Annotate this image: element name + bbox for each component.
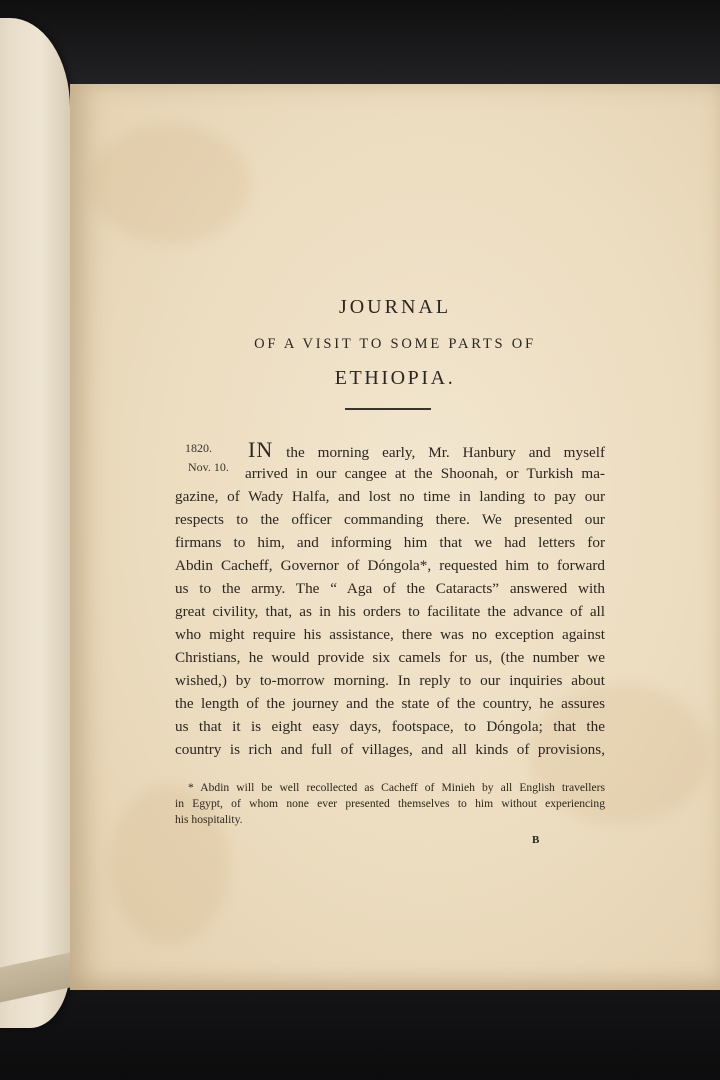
body-line: country is rich and full of villages, and all kinds of provisions, <box>175 741 605 758</box>
body-line: who might require his assistance, there was no exception against <box>175 626 605 643</box>
signature-mark: B <box>532 834 540 846</box>
margin-note-year: 1820. <box>185 441 212 455</box>
body-line: Abdin Cacheff, Governor of Dóngola*, requested him to forward <box>175 557 605 574</box>
footnote-line: his hospitality. <box>175 813 243 826</box>
body-line: wished,) by to-morrow morning. In reply to our inquiries about <box>175 672 605 689</box>
body-line: us that it is eight easy days, footspace, to Dóngola; that the <box>175 718 605 735</box>
book-page <box>70 84 720 990</box>
body-line: us to the army. The “ Aga of the Cataracts” answered with <box>175 580 605 597</box>
body-line: firmans to him, and informing him that we had letters for <box>175 534 605 551</box>
footnote-line: * Abdin will be well recollected as Cacheff of Minieh by all English travellers <box>188 781 605 794</box>
body-line: gazine, of Wady Halfa, and lost no time in landing to pay our <box>175 488 605 505</box>
left-page-edge <box>0 18 70 1028</box>
footnote-line: in Egypt, of whom none ever presented themselves to him without experiencing <box>175 797 605 810</box>
foxing-stain <box>90 124 250 244</box>
body-line: respects to the officer commanding there. We presented our <box>175 511 605 528</box>
margin-note-date: Nov. 10. <box>188 460 229 474</box>
body-line: the length of the journey and the state of the country, he assures <box>175 695 605 712</box>
body-line: great civility, that, as in his orders to facilitate the advance of all <box>175 603 605 620</box>
page-title: JOURNAL <box>338 296 452 318</box>
body-line: Christians, he would provide six camels for us, (the number we <box>175 649 605 666</box>
drop-cap: IN <box>248 437 274 462</box>
background-top <box>0 0 720 90</box>
body-first-line <box>248 438 605 461</box>
background-bottom <box>0 990 720 1080</box>
page-title-2: ETHIOPIA. <box>334 367 456 389</box>
title-rule <box>345 408 431 410</box>
page-subtitle: OF A VISIT TO SOME PARTS OF <box>254 336 536 352</box>
first-line-text: the morning early, Mr. Hanbury and myself <box>286 444 605 461</box>
body-line: arrived in our cangee at the Shoonah, or Turkish ma- <box>245 465 605 482</box>
